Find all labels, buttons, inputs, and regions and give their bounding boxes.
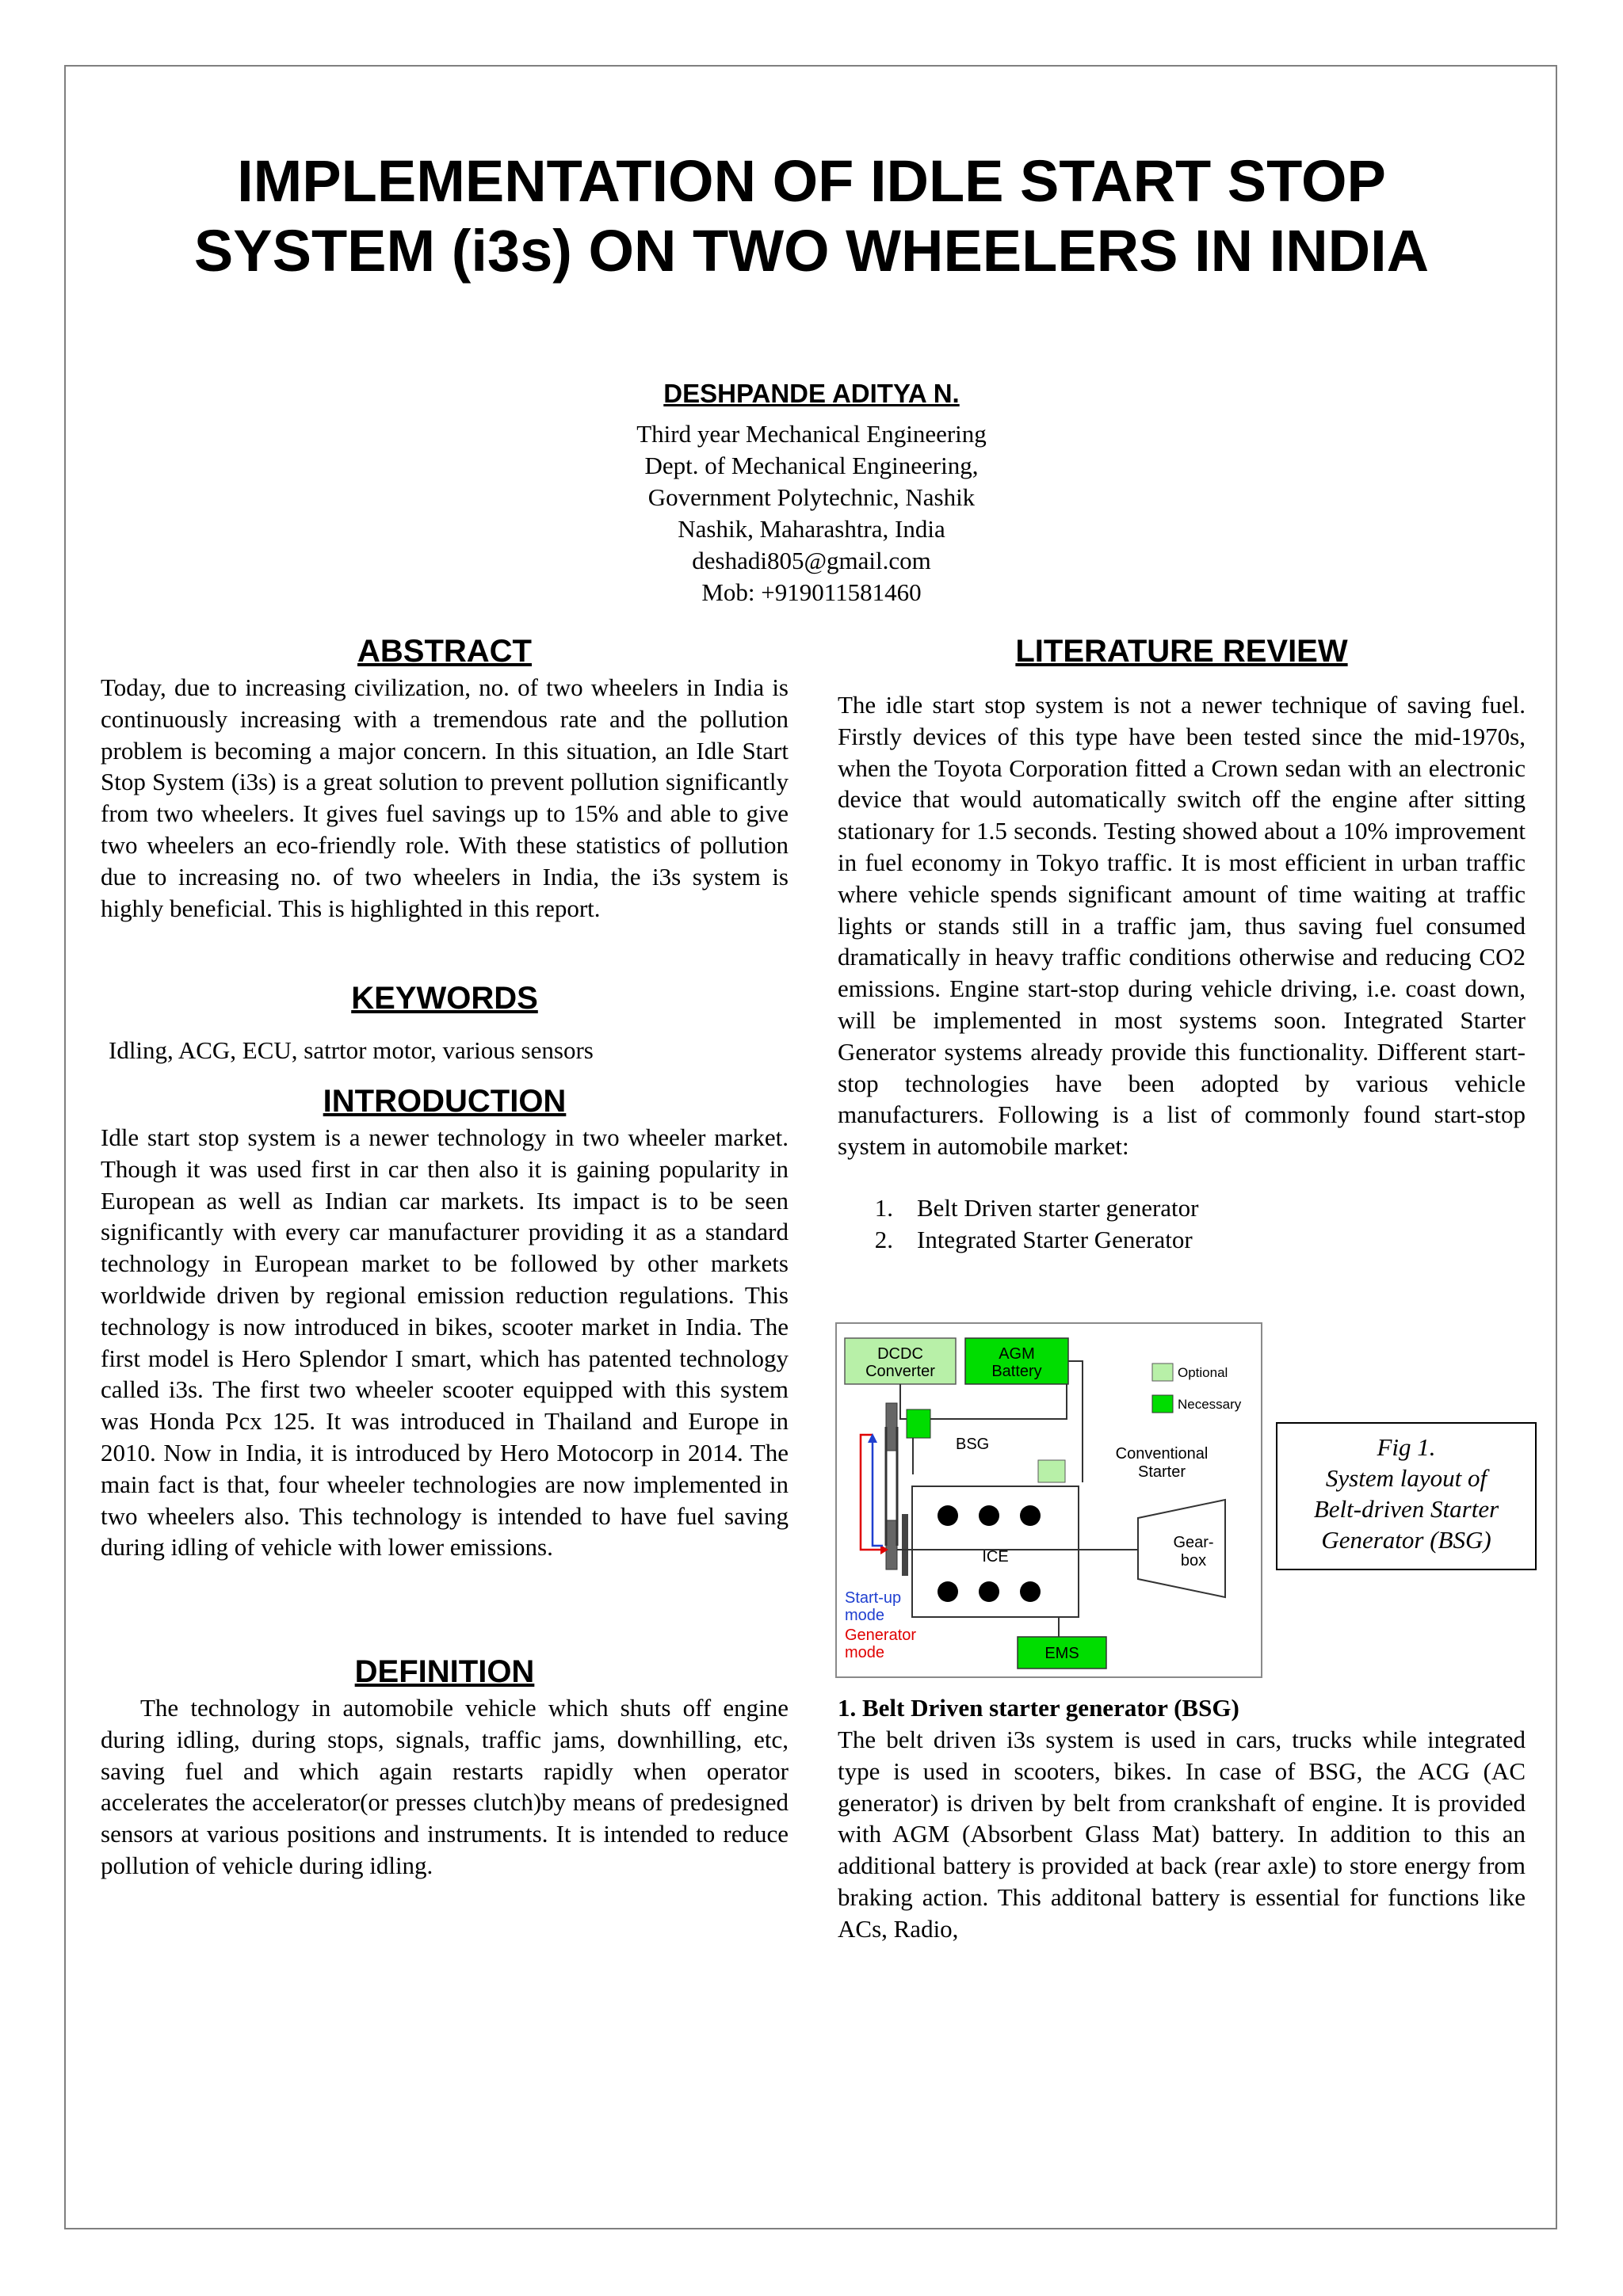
caption-line: System layout of [1325,1464,1487,1492]
keywords-text: Idling, ACG, ECU, satrtor motor, various sensors [109,1036,594,1064]
conventional-starter-box [1038,1460,1065,1482]
bsg-pulley [886,1403,897,1451]
abstract-heading: ABSTRACT [357,634,532,669]
startup-mode-label: Start-up [845,1589,902,1607]
legend-necessary-swatch [1152,1395,1173,1413]
caption-line: Belt-driven Starter [1313,1495,1499,1523]
battery-label: Battery [991,1363,1042,1380]
startup-mode-arrow [873,1439,883,1546]
cylinder-dot [938,1581,958,1602]
definition-heading: DEFINITION [354,1654,535,1689]
ice-label: ICE [982,1548,1009,1566]
keywords-heading: KEYWORDS [351,981,538,1016]
list-number: 2. [874,1225,893,1253]
paper-title [79,147,1544,286]
converter-label: Converter [865,1363,935,1380]
gear-label: Gear- [1173,1534,1214,1551]
caption-line: Generator (BSG) [1321,1526,1491,1554]
conventional-label: Conventional [1115,1445,1209,1463]
author-affiliation [475,418,1148,608]
author-phone: Mob: +919011581460 [701,578,922,606]
title-line-1: IMPLEMENTATION OF IDLE START STOP [237,148,1386,214]
affiliation-line: Government Polytechnic, Nashik [647,483,976,511]
cylinder-dot [979,1505,999,1526]
box-label: box [1180,1552,1207,1569]
author-email: deshadi805@gmail.com [692,547,931,574]
bsg-unit [907,1409,930,1438]
bsg-label: BSG [956,1436,990,1453]
literature-list [838,1192,1526,1256]
list-text: Belt Driven starter generator [917,1194,1199,1222]
affiliation-line: Nashik, Maharashtra, India [678,515,945,543]
agm-label: AGM [999,1345,1035,1363]
list-text: Integrated Starter Generator [917,1225,1193,1253]
cylinder-dot [938,1505,958,1526]
bsg-heading: 1. Belt Driven starter generator (BSG) [838,1694,1239,1722]
caption-line: Fig 1. [1377,1433,1436,1461]
cylinder-dot [1020,1581,1041,1602]
diagram-svg [837,1324,1261,1676]
definition-text: The technology in automobile vehicle which shuts off engine during idling, during stops, signals, traffic jams, downhilling, etc, saving fuel and which again restarts rapidly when operator accelerates the accelerator(or presses clutch)by means of predesigned sensors at various positions and instruments. It is intended to reduce pollution of vehicle during idling. [101,1694,789,1879]
generator-mode-label-2: mode [845,1644,885,1661]
bsg-system-diagram [835,1322,1262,1678]
bsg-text: The belt driven i3s system is used in cars, trucks while integrated type is used in scooters, bikes. In case of BSG, the ACG (AC generator) is driven by belt from crankshaft of engine. It is provided with AGM (Absorbent Glass Mat) battery. In addition to this an additional battery is provided at back (rear axle) to store energy from braking action. This additonal battery is essential for functions like ACs, Radio, [838,1726,1526,1943]
literature-heading: LITERATURE REVIEW [1015,634,1348,669]
affiliation-line: Dept. of Mechanical Engineering, [644,452,979,479]
literature-text: The idle start stop system is not a newer technique of saving fuel. Firstly devices of this type have been tested since the mid-1970s, when the Toyota Corporation fitted a Crown sedan with an electronic device that would automatically switch off the engine after sitting stationary for 1.5 seconds. Testing showed about a 10% improvement in fuel economy in Tokyo traffic. It is most efficient in urban traffic where vehicle spends significant amount of time waiting at traffic lights or stands still in a traffic jam, thus saving fuel consumed dramatically in heavy traffic conditions otherwise and reducing CO2 emissions. Engine start-stop during vehicle driving, i.e. coast down, will be implemented in most systems soon. Integrated Starter Generator systems already provide this functionality. Different start-stop technologies have been adopted by various vehicle manufacturers. Following is a list of commonly found start-stop system in automobile market: [838,691,1526,1161]
legend-necessary-label: Necessary [1178,1397,1242,1412]
introduction-heading: INTRODUCTION [323,1084,567,1119]
ems-label: EMS [1044,1645,1079,1662]
dcdc-label: DCDC [877,1345,923,1363]
title-line-2: SYSTEM (i3s) ON TWO WHEELERS IN INDIA [193,218,1430,284]
startup-mode-label-2: mode [845,1607,885,1624]
cylinder-dot [979,1581,999,1602]
generator-mode-arrow [861,1435,880,1550]
abstract-text: Today, due to increasing civilization, no. of two wheelers in India is continuously increasing with a tremendous rate and the pollution problem is becoming a major concern. In this situation, an Idle Start Stop System (i3s) is a great solution to prevent pollution significantly from two wheelers. It gives fuel savings up to 15% and able to give two wheelers an eco-friendly role. With these statistics of pollution due to increasing no. of two wheelers in India, the i3s system is highly beneficial. This is highlighted in this report. [101,673,789,922]
crank-pulley [886,1520,897,1569]
introduction-text: Idle start stop system is a newer technology in two wheeler market. Though it was used first in car then also it is gaining popularity in European as well as Indian car markets. Its impact is to be seen significantly with every car manufacturer providing it as a standard technology in European market to be followed by other markets worldwide driven by regional emission reduction regulations. This technology is now introduced in bikes, scooter market in India. The first model is Hero Splendor I smart, which has patented technology called i3s. The first two wheeler scooter equipped with this system was Honda Pcx 125. It was introduced in Thailand and Europe in 2010. Now in India, it is introduced by Hero Motocorp in 2014. The main fact is that, four wheeler technologies are now implemented in two wheelers also. This technology is intended to have fuel saving during idling of vehicle with lower emissions. [101,1123,789,1562]
list-item [838,1224,1526,1256]
generator-mode-label: Generator [845,1627,917,1644]
crankshaft-flange [902,1514,908,1576]
legend-optional-swatch [1152,1363,1173,1381]
wire-right [1068,1361,1083,1482]
list-item [838,1192,1526,1224]
list-number: 1. [874,1194,893,1222]
starter-label: Starter [1137,1463,1186,1481]
legend-optional-label: Optional [1178,1365,1228,1380]
affiliation-line: Third year Mechanical Engineering [636,420,987,448]
cylinder-dot [1020,1505,1041,1526]
figure-caption [1276,1422,1537,1570]
author-name: DESHPANDE ADITYA N. [663,379,960,408]
